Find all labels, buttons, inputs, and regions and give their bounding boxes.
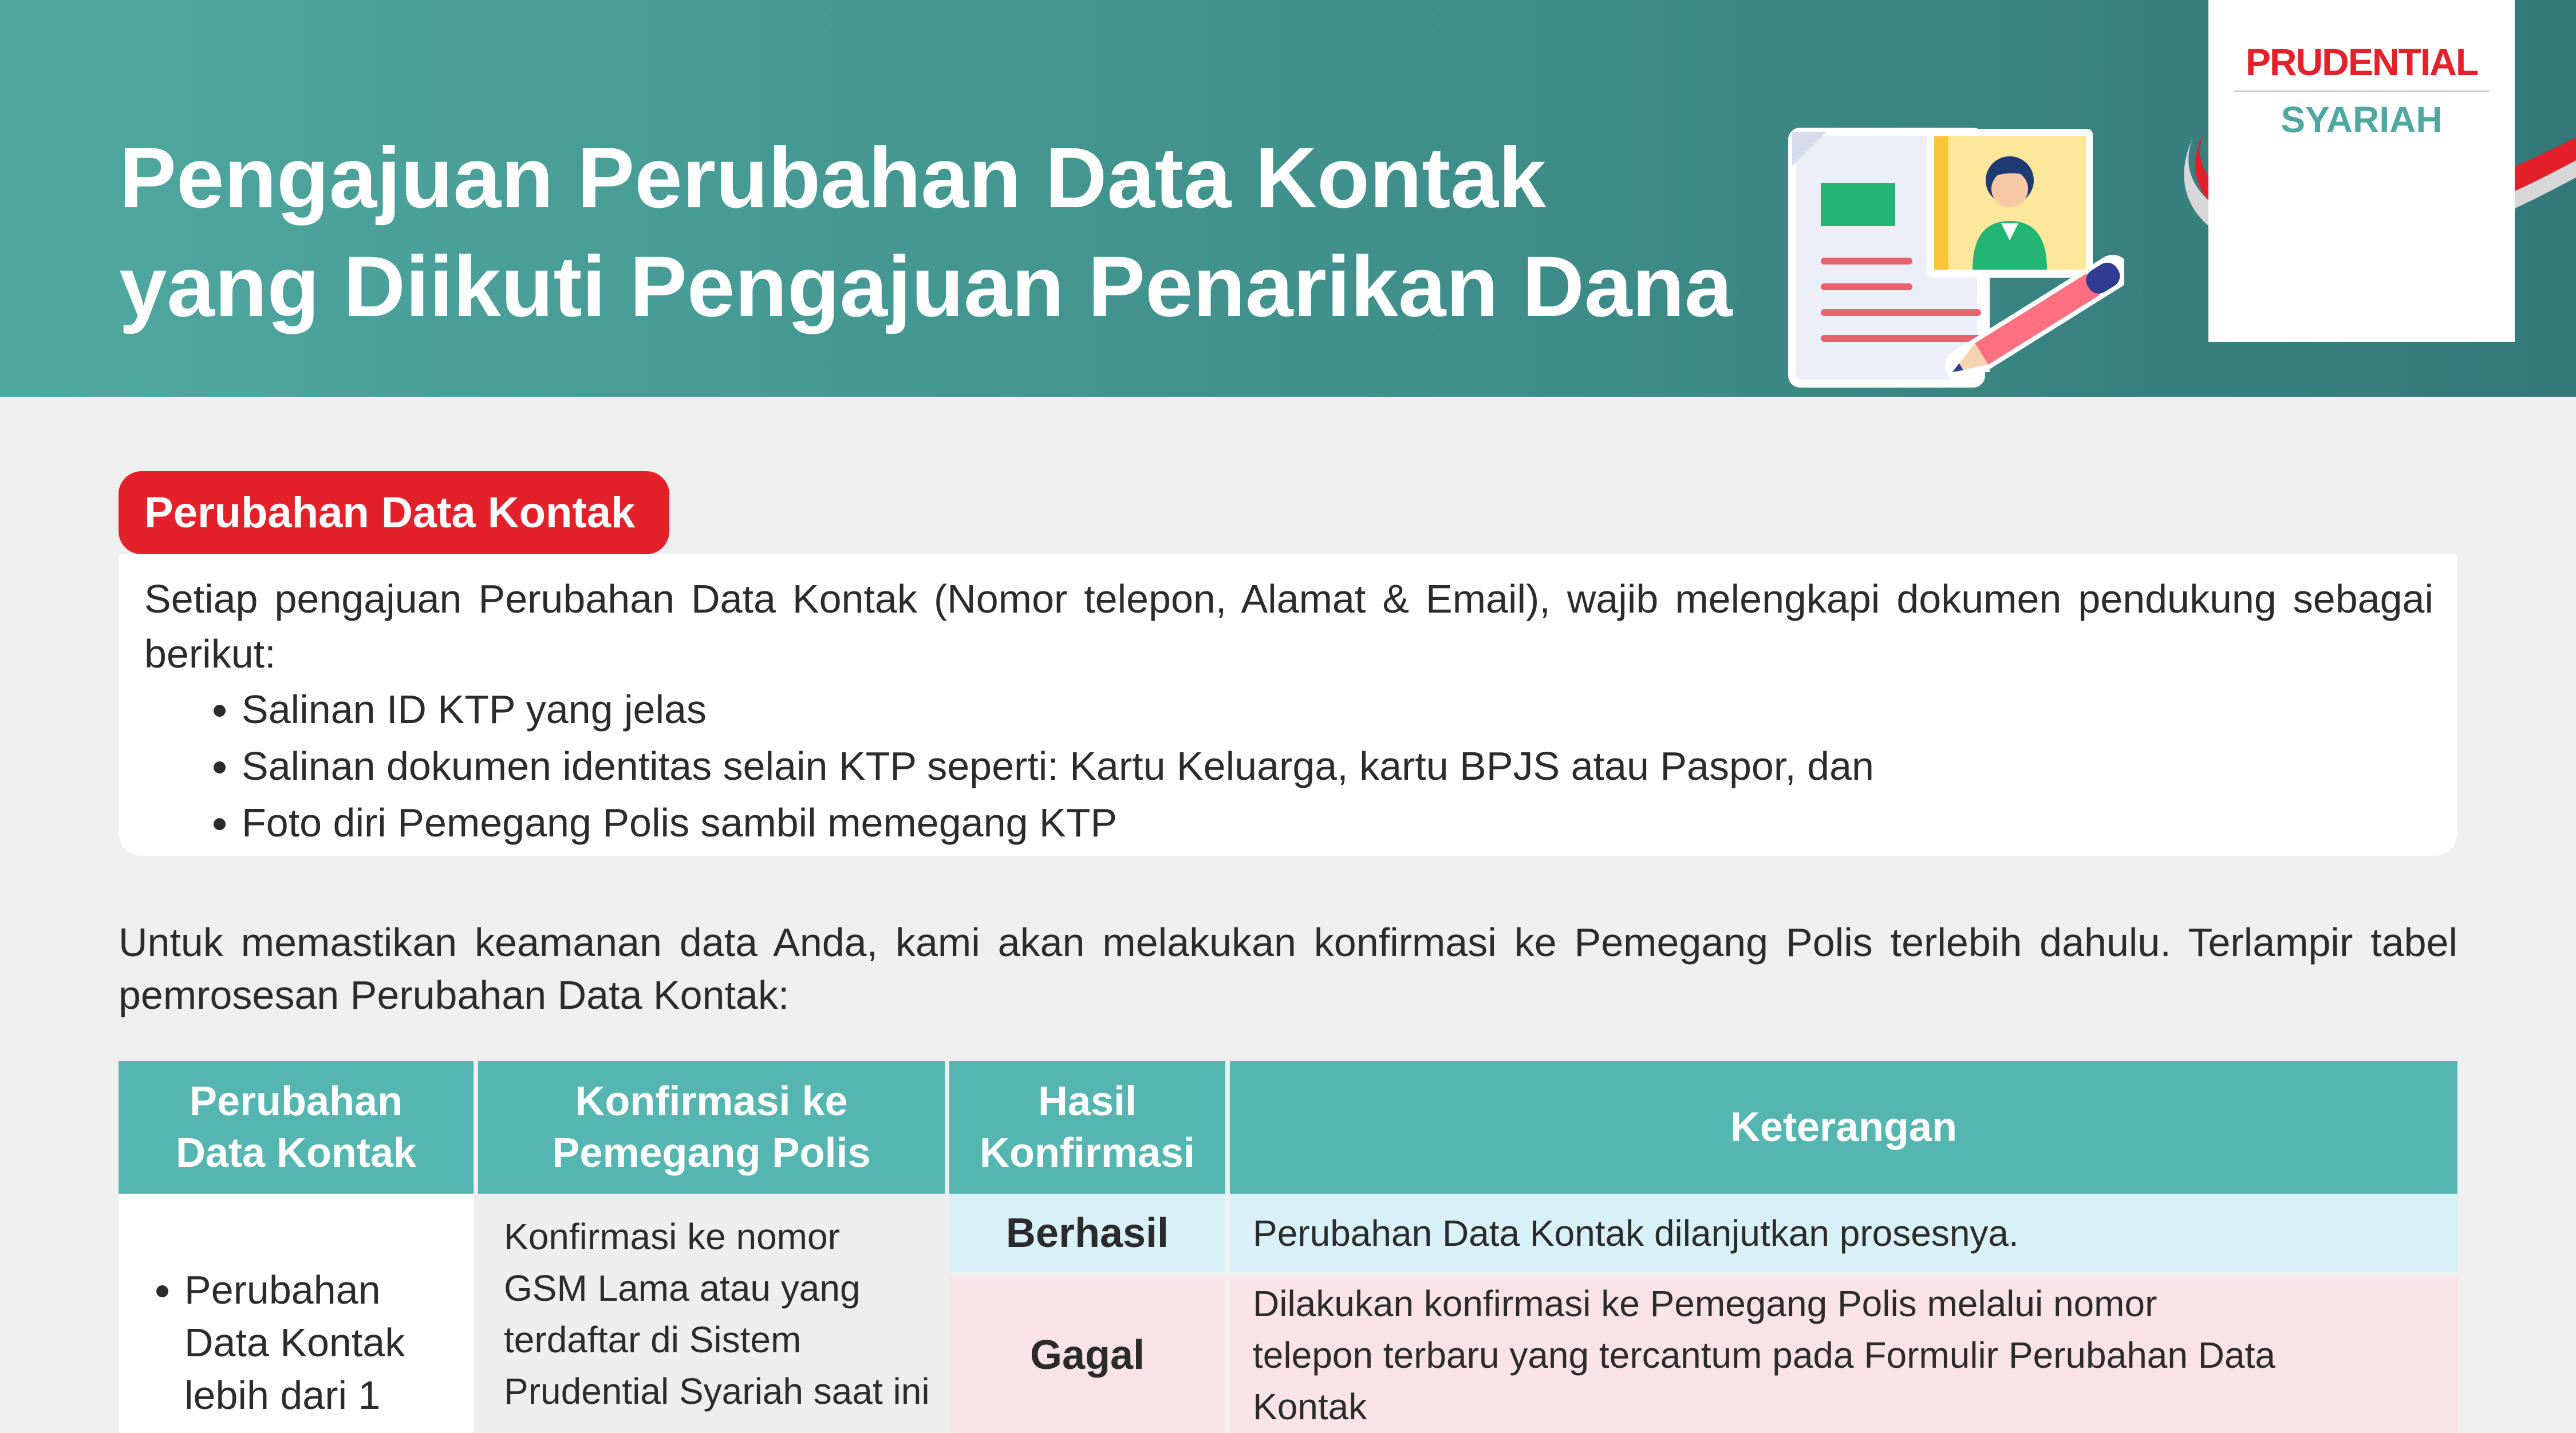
table-cell-note: Dilakukan konfirmasi ke Pemegang Polis melalui nomor telepon terbaru yang tercantum pada Formulir Perubahan Data Kontak (1230, 1277, 2457, 1433)
status-badge: Gagal (949, 1277, 1225, 1433)
table-cell-change-type (119, 1194, 474, 1433)
page-title (119, 123, 1780, 341)
requirements-list (144, 681, 2433, 851)
prudential-syariah-logo (2208, 0, 2515, 342)
requirements-card (119, 554, 2457, 856)
table-header-cell: Hasil Konfirmasi (949, 1061, 1225, 1194)
list-item: • Perubahan Data Kontak lebih dari 1 (184, 1264, 448, 1422)
list-item: • Foto diri Pemegang Polis sambil memegang KTP (242, 795, 2433, 851)
title-line-2: yang Diikuti Pengajuan Penarikan Dana (119, 238, 1733, 334)
table-header-cell: Keterangan (1230, 1061, 2457, 1194)
requirements-intro: Setiap pengajuan Perubahan Data Kontak (Nomor telepon, Alamat & Email), wajib melengkapi dokumen pendukung sebagai berikut: (144, 577, 2433, 676)
contact-document-pencil-icon (1781, 103, 2124, 397)
status-badge: Berhasil (949, 1194, 1225, 1272)
section-pill: Perubahan Data Kontak (119, 471, 669, 554)
list-item: • Salinan ID KTP yang jelas (242, 681, 2433, 738)
logo-brand: PRUDENTIAL (2245, 41, 2478, 83)
logo-sub: SYARIAH (2281, 99, 2443, 140)
table-header-cell: Konfirmasi ke Pemegang Polis (478, 1061, 945, 1194)
table-header-cell: Perubahan Data Kontak (119, 1061, 474, 1194)
processing-table (119, 1061, 2457, 1433)
header-banner (0, 0, 2576, 397)
table-cell-note: Perubahan Data Kontak dilanjutkan prosesnya. (1230, 1194, 2457, 1272)
table-cell-confirmation: Konfirmasi ke nomor GSM Lama atau yang terdaftar di Sistem Prudential Syariah saat ini (478, 1194, 945, 1433)
change-type-list (119, 1264, 448, 1422)
title-line-1: Pengajuan Perubahan Data Kontak (119, 129, 1547, 226)
info-paragraph: Untuk memastikan keamanan data Anda, kami akan melakukan konfirmasi ke Pemegang Polis terlebih dahulu. Terlampir tabel pemrosesan Perubahan Data Kontak: (119, 920, 2457, 1017)
list-item: • Salinan dokumen identitas selain KTP seperti: Kartu Keluarga, kartu BPJS atau Paspor, dan (242, 738, 2433, 795)
logo-divider (2234, 90, 2489, 92)
